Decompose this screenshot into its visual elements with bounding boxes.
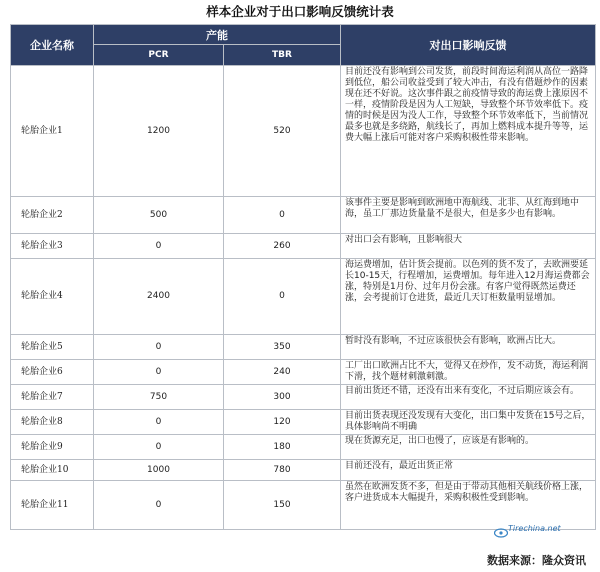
impact-text: 工厂出口欧洲占比不大，觉得又在炒作，发不动货，海运利润下滑，找个题材刺激刺激。 xyxy=(341,360,596,385)
header-pcr: PCR xyxy=(94,45,224,66)
tbr-value: 240 xyxy=(224,360,341,385)
table-row xyxy=(11,481,596,530)
company-name: 轮胎企业5 xyxy=(11,335,94,360)
pcr-value: 1000 xyxy=(94,460,224,481)
tbr-value: 180 xyxy=(224,435,341,460)
table-row xyxy=(11,335,596,360)
table-row xyxy=(11,360,596,385)
tbr-value: 300 xyxy=(224,385,341,410)
company-name: 轮胎企业3 xyxy=(11,234,94,259)
impact-text: 海运费增加，估计货会提前。以色列的货不发了，去欧洲要延长10-15天，行程增加，运费增加。每年进入12月海运费都会涨，特别是1月份、过年月份会涨。有客户觉得既然运费还涨，会考提前订仓进货，最近几天订柜数量明显增加。 xyxy=(341,259,596,335)
table-row xyxy=(11,435,596,460)
pcr-value: 0 xyxy=(94,335,224,360)
pcr-value: 500 xyxy=(94,197,224,234)
tbr-value: 120 xyxy=(224,410,341,435)
company-name: 轮胎企业11 xyxy=(11,481,94,530)
tbr-value: 350 xyxy=(224,335,341,360)
pcr-value: 0 xyxy=(94,234,224,259)
pcr-value: 750 xyxy=(94,385,224,410)
table-row xyxy=(11,385,596,410)
table-row xyxy=(11,259,596,335)
company-name: 轮胎企业2 xyxy=(11,197,94,234)
pcr-value: 0 xyxy=(94,435,224,460)
tbr-value: 0 xyxy=(224,259,341,335)
pcr-value: 0 xyxy=(94,481,224,530)
company-name: 轮胎企业6 xyxy=(11,360,94,385)
table-row xyxy=(11,460,596,481)
impact-text: 虽然在欧洲发货不多，但是由于带动其他相关航线价格上涨，客户进货成本大幅提升，采购积极性受到影响。 xyxy=(341,481,596,530)
company-name: 轮胎企业9 xyxy=(11,435,94,460)
impact-text: 目前还没有影响到公司发货，前段时间海运利润从高位一路降到低位，船公司收益受到了较大冲击，有没有借题炒作的因素现在还不好说。这次事件跟之前疫情导致的海运费上涨原因不一样，疫情阶段是因为人工短缺，导致整个环节效率低下。疫情的时候是因为没人工作，导致整个环节效率低下，当前情况最多也就是多绕路，航线长了，再加上燃料成本提升等等，运费大幅上涨后可能对客户采购积极性带来影响。 xyxy=(341,66,596,197)
tbr-value: 0 xyxy=(224,197,341,234)
header-impact: 对出口影响反馈 xyxy=(341,25,596,66)
feedback-table xyxy=(10,24,596,530)
watermark-text: Tirechina.net xyxy=(508,524,561,533)
table-title: 样本企业对于出口影响反馈统计表 xyxy=(206,4,394,19)
table-row xyxy=(11,66,596,197)
pcr-value: 0 xyxy=(94,410,224,435)
table-row xyxy=(11,197,596,234)
impact-text: 现在货源充足，出口也慢了，应该是有影响的。 xyxy=(341,435,596,460)
impact-text: 该事件主要是影响到欧洲地中海航线、北非、从红海到地中海，虽工厂那边货量量不是很大，但是多少也有影响。 xyxy=(341,197,596,234)
pcr-value: 1200 xyxy=(94,66,224,197)
company-name: 轮胎企业1 xyxy=(11,66,94,197)
tbr-value: 150 xyxy=(224,481,341,530)
impact-text: 目前出货表现还没发现有大变化，出口集中发货在15号之后，具体影响尚不明确 xyxy=(341,410,596,435)
company-name: 轮胎企业7 xyxy=(11,385,94,410)
tbr-value: 520 xyxy=(224,66,341,197)
pcr-value: 2400 xyxy=(94,259,224,335)
header-capacity: 产能 xyxy=(94,25,341,45)
pcr-value: 0 xyxy=(94,360,224,385)
table-row xyxy=(11,410,596,435)
company-name: 轮胎企业10 xyxy=(11,460,94,481)
impact-text: 对出口会有影响，且影响很大 xyxy=(341,234,596,259)
header-tbr: TBR xyxy=(224,45,341,66)
company-name: 轮胎企业4 xyxy=(11,259,94,335)
table-row xyxy=(11,234,596,259)
impact-text: 暂时没有影响，不过应该很快会有影响，欧洲占比大。 xyxy=(341,335,596,360)
impact-text: 目前还没有，最近出货正常 xyxy=(341,460,596,481)
header-company-name: 企业名称 xyxy=(11,25,94,66)
watermark-logo-icon xyxy=(494,528,508,538)
tbr-value: 260 xyxy=(224,234,341,259)
company-name: 轮胎企业8 xyxy=(11,410,94,435)
impact-text: 目前出货还不错，还没有出来有变化，不过后期应该会有。 xyxy=(341,385,596,410)
tbr-value: 780 xyxy=(224,460,341,481)
data-source: 数据来源：隆众资讯 xyxy=(487,554,586,567)
